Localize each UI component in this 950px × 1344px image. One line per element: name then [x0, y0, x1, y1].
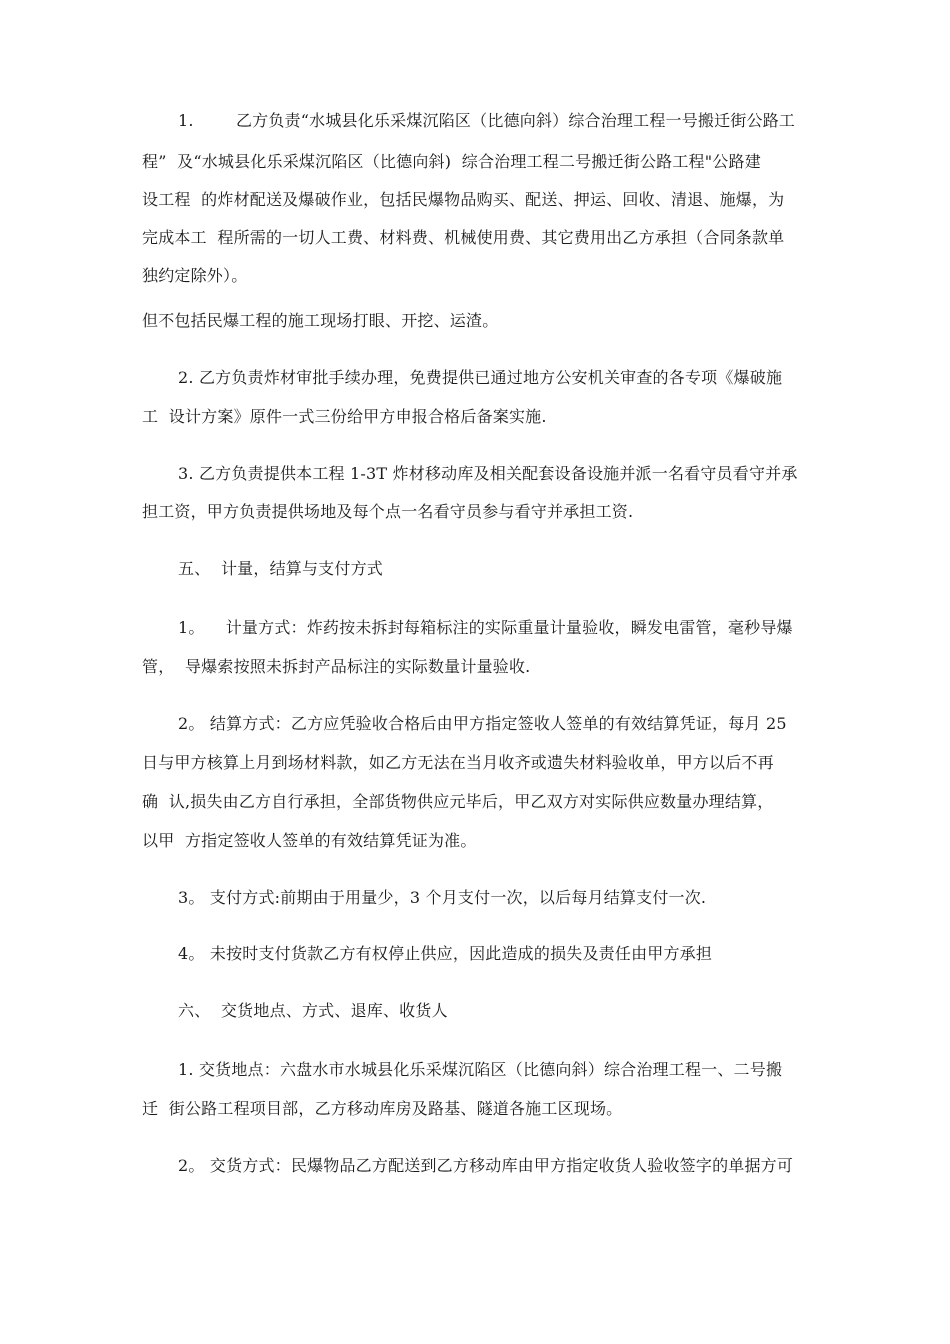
clause-4-1-note: 但不包括民爆工程的施工现场打眼、开挖、运渣。	[142, 311, 499, 330]
clause-5-2-line-4: 以甲 方指定签收人签单的有效结算凭证为准。	[142, 831, 477, 850]
section-5-heading: 五、 计量，结算与支付方式	[178, 559, 383, 578]
clause-5-4: 4。 未按时支付货款乙方有权停止供应，因此造成的损失及责任由甲方承担	[178, 944, 713, 963]
clause-5-2-line-3: 确 认,损失由乙方自行承担，全部货物供应元毕后，甲乙双方对实际供应数量办理结算，	[142, 792, 774, 811]
clause-4-2-line-1: 2. 乙方负责炸材审批手续办理，免费提供已通过地方公安机关审查的各专项《爆破施	[178, 368, 783, 387]
clause-6-1-line-1: 1. 交货地点：六盘水市水城县化乐采煤沉陷区（比德向斜）综合治理工程一、二号搬	[178, 1060, 783, 1079]
clause-4-1-line-4: 完成本工 程所需的一切人工费、材料费、机械使用费、其它费用出乙方承担（合同条款单	[142, 228, 785, 247]
clause-4-1-line-3: 设工程 的炸材配送及爆破作业，包括民爆物品购买、配送、押运、回收、清退、施爆，为	[142, 190, 785, 209]
section-6-heading: 六、 交货地点、方式、退库、收货人	[178, 1001, 448, 1020]
clause-5-3: 3。 支付方式:前期由于用量少，3 个月支付一次，以后每月结算支付一次.	[178, 888, 707, 907]
clause-5-2-line-1: 2。 结算方式：乙方应凭验收合格后由甲方指定签收人签单的有效结算凭证，每月 25	[178, 714, 787, 733]
clause-5-1-line-1: 1。 计量方式：炸药按未拆封每箱标注的实际重量计量验收，瞬发电雷管，毫秒导爆	[178, 618, 793, 637]
clause-5-2-line-2: 日与甲方核算上月到场材料款，如乙方无法在当月收齐或遗失材料验收单，甲方以后不再	[142, 753, 774, 772]
clause-4-3-line-2: 担工资，甲方负责提供场地及每个点一名看守员参与看守并承担工资.	[142, 502, 634, 521]
clause-5-1-line-2: 管， 导爆索按照未拆封产品标注的实际数量计量验收.	[142, 657, 531, 676]
clause-4-1-line-2: 程” 及“水城县化乐采煤沉陷区（比德向斜) 综合治理工程二号搬迁街公路工程"公路建	[142, 152, 761, 171]
clause-4-3-line-1: 3. 乙方负责提供本工程 1-3T 炸材移动库及相关配套设备设施并派一名看守员看守并承	[178, 464, 798, 483]
clause-6-1-line-2: 迁 街公路工程项目部，乙方移动库房及路基、隧道各施工区现场。	[142, 1099, 623, 1118]
clause-4-2-line-2: 工 设计方案》原件一式三份给甲方申报合格后备案实施.	[142, 407, 547, 426]
clause-6-2-line-1: 2。 交货方式：民爆物品乙方配送到乙方移动库由甲方指定收货人验收签字的单据方可	[178, 1156, 794, 1175]
clause-4-1-line-1: 1. 乙方负责“水城县化乐采煤沉陷区（比德向斜）综合治理工程一号搬迁街公路工	[178, 111, 796, 130]
clause-4-1-line-5: 独约定除外）。	[142, 266, 248, 285]
